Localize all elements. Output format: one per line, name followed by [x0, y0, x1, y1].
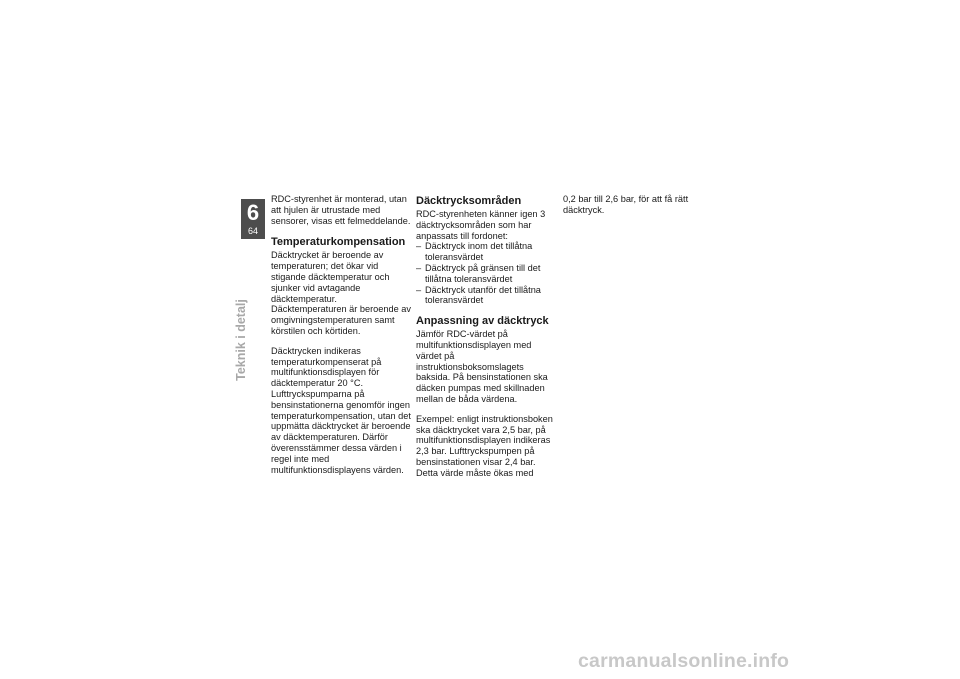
list-item: – Däcktryck på gränsen till det tillåtna toleransvärdet: [416, 263, 556, 285]
paragraph: Jämför RDC-värdet på multifunktionsdisplayen med värdet på instruktionsboksomslagets baksida. På bensinstationen ska däcken pumpas med skillnaden mellan de båda värdena.: [416, 329, 548, 404]
column-2: [416, 194, 556, 488]
chapter-marker: [241, 199, 265, 239]
heading-temperature-compensation: Temperaturkompensation: [271, 236, 406, 249]
chapter-title: Teknik i detalj: [234, 299, 248, 381]
column-1: [271, 194, 411, 484]
intro-paragraph: RDC-styrenhet är monterad, utan att hjulen är utrustade med sensorer, visas ett felmeddelande.: [271, 194, 411, 226]
paragraph: Däcktrycken indikeras temperaturkompenserat på multifunktionsdisplayen för däcktemperatur 20 °C. Lufttryckspumparna på bensinstationerna genomför ingen temperaturkompensation, utan det uppmätta däcktrycket är beroende av däcktemperaturen. Därför överensstämmer dessa värden i regel inte med multifunktionsdisplayens värden.: [271, 345, 411, 475]
list-item: – Däcktryck inom det tillåtna toleransvärdet: [416, 241, 556, 263]
paragraph: Exempel: enligt instruktionsboken ska däcktrycket vara 2,5 bar, på multifunktionsdisplayen indikeras 2,3 bar. Lufttryckspumpen på bensinstationen visar 2,4 bar. Detta värde måste ökas med: [416, 413, 553, 478]
chapter-number: 6: [246, 200, 260, 225]
paragraph: RDC-styrenheten känner igen 3 däcktrycksområden som har anpassats till fordonet:: [416, 209, 546, 241]
heading-pressure-ranges: Däcktrycksområden: [416, 195, 522, 207]
heading-pressure-adjustment: Anpassning av däcktryck: [416, 315, 549, 328]
column-3: [563, 194, 703, 225]
paragraph: 0,2 bar till 2,6 bar, för att få rätt däcktryck.: [563, 194, 689, 215]
list-item: – Däcktryck utanför det tillåtna toleransvärdet: [416, 285, 556, 307]
watermark: carmanualsonline.info: [578, 650, 790, 672]
paragraph: Däcktrycket är beroende av temperaturen; det ökar vid stigande däcktemperatur och sjunker vid avtagande däcktemperatur. Däcktemperaturen är beroende av omgivningstemperaturen samt körstilen och körtiden.: [271, 250, 411, 336]
page-number: 64: [247, 226, 258, 236]
pressure-range-list: [416, 241, 556, 306]
